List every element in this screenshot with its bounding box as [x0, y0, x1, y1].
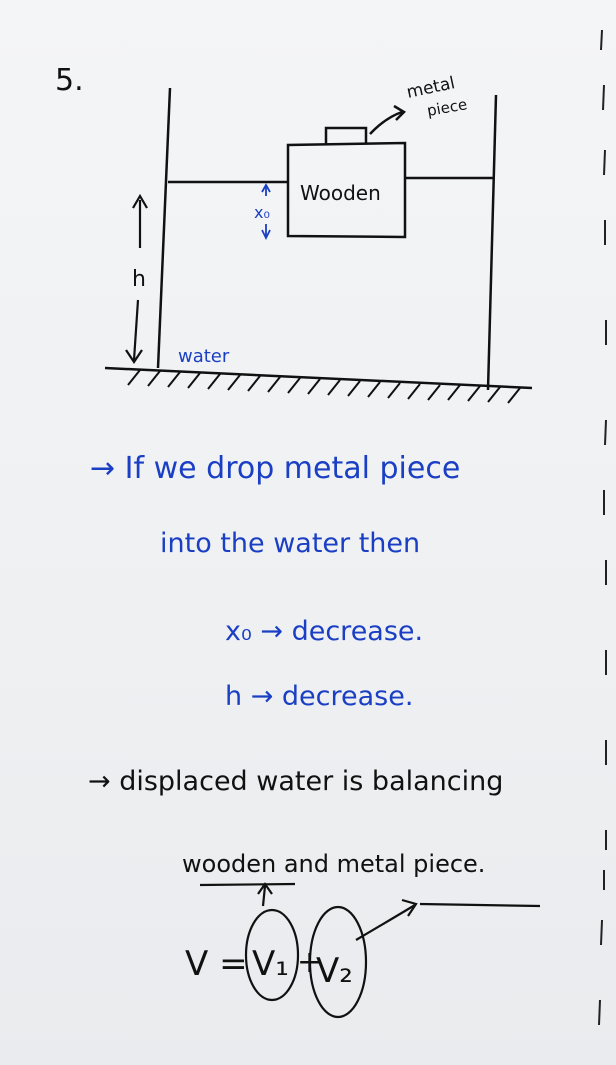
- note-line-4: h → decrease.: [225, 681, 414, 712]
- metal-label-line1: metal: [404, 73, 457, 103]
- metal-piece: [326, 128, 366, 145]
- equation: [185, 944, 353, 991]
- note-line-1: → If we drop metal piece: [90, 451, 461, 486]
- note-line-2: into the water then: [160, 528, 421, 559]
- metal-pointer-arrow: [370, 112, 402, 134]
- ground-hatching: [128, 370, 520, 403]
- depth-label: x₀: [254, 203, 270, 222]
- note-line-3: x₀ → decrease.: [225, 616, 424, 647]
- equation-plus: +: [297, 945, 323, 980]
- water-label: water: [178, 346, 230, 367]
- equation-lhs: V =: [185, 944, 248, 984]
- container-left-wall: [158, 88, 170, 368]
- equation-v2: V₂: [316, 951, 353, 991]
- height-label: h: [132, 267, 146, 292]
- note-line-6: wooden and metal piece.: [182, 850, 486, 878]
- container-diagram: [105, 88, 532, 390]
- container-right-wall: [488, 95, 496, 390]
- equation-annotations: [200, 884, 540, 1017]
- equation-v1: V₁: [252, 944, 289, 984]
- note-line-5: → displaced water is balancing: [88, 766, 504, 797]
- metal-label-line2: piece: [425, 95, 469, 120]
- margin-line: [599, 30, 606, 1025]
- problem-number: 5.: [55, 63, 84, 98]
- block-label: Wooden: [300, 181, 381, 205]
